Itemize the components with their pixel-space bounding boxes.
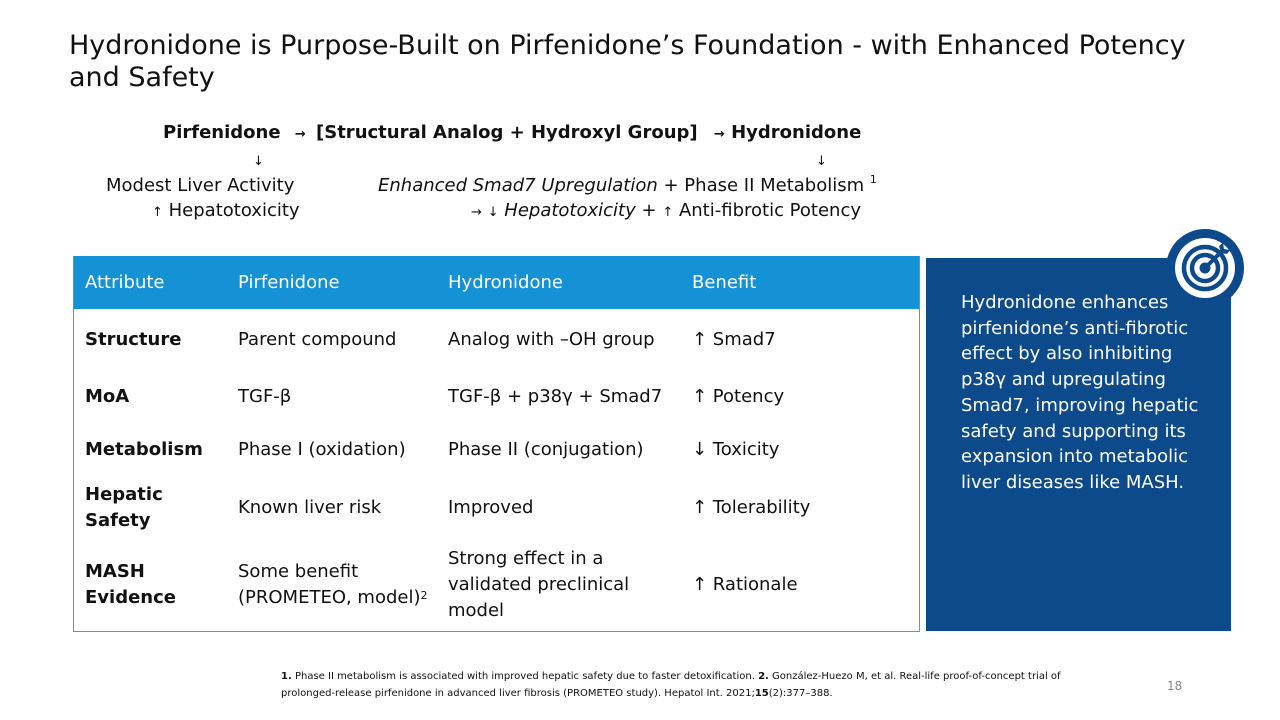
right-arrow-icon: → (294, 127, 306, 142)
attribute-cell: Metabolism (85, 439, 203, 460)
footnote-ref: 2 (420, 589, 428, 602)
flow-right-line1 (378, 175, 877, 196)
flow-right-line2-end: Anti-fibrotic Potency (678, 200, 862, 221)
flow-hydronidone: Hydronidone (731, 122, 862, 143)
hydronidone-cell: TGF-β + p38γ + Smad7 (448, 386, 663, 407)
footnote-ref: 1 (869, 173, 877, 186)
flow-left-line2 (152, 200, 300, 221)
footnote-text: (2):377–388. (768, 688, 833, 699)
table-row (74, 477, 919, 539)
footnote-text: Phase II metabolism is associated with improved hepatic safety due to faster detoxification. (294, 671, 755, 682)
target-icon (1175, 238, 1235, 298)
footnote (281, 668, 1101, 702)
up-arrow-icon: ↑ (152, 205, 163, 220)
hydronidone-cell: Phase II (conjugation) (448, 439, 644, 460)
pirfenidone-cell: Phase I (oxidation) (238, 439, 406, 460)
attribute-cell: MASH Evidence (85, 561, 176, 608)
pirfenidone-cell (227, 539, 437, 631)
hydronidone-cell: Strong effect in a validated preclinical model (448, 548, 630, 621)
footnote-volume: 15 (754, 688, 769, 699)
flow-pirfenidone: Pirfenidone (163, 122, 281, 143)
up-arrow-icon: ↑ (662, 205, 674, 220)
footnote-number: 1. (281, 671, 292, 682)
right-arrow-icon: → (471, 205, 482, 220)
column-header: Pirfenidone (227, 256, 437, 309)
pirfenidone-cell: Known liver risk (238, 497, 382, 518)
summary-text: Hydronidone enhances pirfenidone’s anti-fibrotic effect by also inhibiting p38γ and upregulating Smad7, improving hepatic safety and supporting its expansion into metabolic liver diseases like MASH. (961, 292, 1199, 493)
comparison-table (73, 256, 920, 632)
footnote-text: González-Huezo M, et al. Real-life proof-of-concept trial of prolonged-release pirfenidone in advanced liver fibrosis (PROMETEO study). Hepatol Int. 2021; (281, 671, 1061, 699)
column-header: Hydronidone (437, 256, 681, 309)
pirfenidone-cell: TGF-β (238, 386, 292, 407)
table-header-row (74, 256, 919, 309)
target-badge (1166, 229, 1244, 307)
footnote-number: 2. (758, 671, 769, 682)
slide-title: Hydronidone is Purpose-Built on Pirfenidone’s Foundation - with Enhanced Potency and Safety (69, 30, 1186, 93)
flow-right-line2-plus: + (641, 200, 657, 221)
flow-right-line2 (471, 200, 861, 221)
column-header: Benefit (681, 256, 919, 309)
hydronidone-cell: Improved (448, 497, 534, 518)
down-arrow-icon: ↓ (816, 154, 827, 169)
table-row (74, 371, 919, 423)
down-arrow-icon: ↓ (487, 205, 499, 220)
flow-right-line1-plain: + Phase II Metabolism (663, 175, 865, 196)
flow-left-line2-text: Hepatotoxicity (168, 200, 300, 221)
table-row (74, 423, 919, 477)
right-arrow-icon: → (713, 127, 725, 142)
benefit-cell: ↑ Rationale (692, 574, 798, 595)
flow-right-line1-italic: Enhanced Smad7 Upregulation (378, 175, 658, 196)
attribute-cell: Structure (85, 329, 182, 350)
pirfenidone-cell-text: Some benefit (PROMETEO, model) (238, 561, 421, 608)
attribute-cell: MoA (85, 386, 130, 407)
pirfenidone-cell: Parent compound (238, 329, 397, 350)
summary-panel (926, 258, 1231, 631)
column-header: Attribute (74, 256, 227, 309)
flow-middle: [Structural Analog + Hydroxyl Group] (316, 122, 698, 143)
hydronidone-cell: Analog with –OH group (448, 329, 655, 350)
page-number: 18 (1167, 679, 1183, 693)
flow-right-line2-italic: Hepatotoxicity (504, 200, 636, 221)
down-arrow-icon: ↓ (253, 154, 264, 169)
benefit-cell: ↑ Smad7 (692, 329, 776, 350)
table-row (74, 539, 919, 631)
flow-top-line (163, 122, 861, 143)
benefit-cell: ↑ Potency (692, 386, 785, 407)
benefit-cell: ↓ Toxicity (692, 439, 780, 460)
table-row (74, 309, 919, 371)
flow-left-line1: Modest Liver Activity (106, 175, 295, 196)
attribute-cell: Hepatic Safety (85, 484, 163, 531)
benefit-cell: ↑ Tolerability (692, 497, 811, 518)
